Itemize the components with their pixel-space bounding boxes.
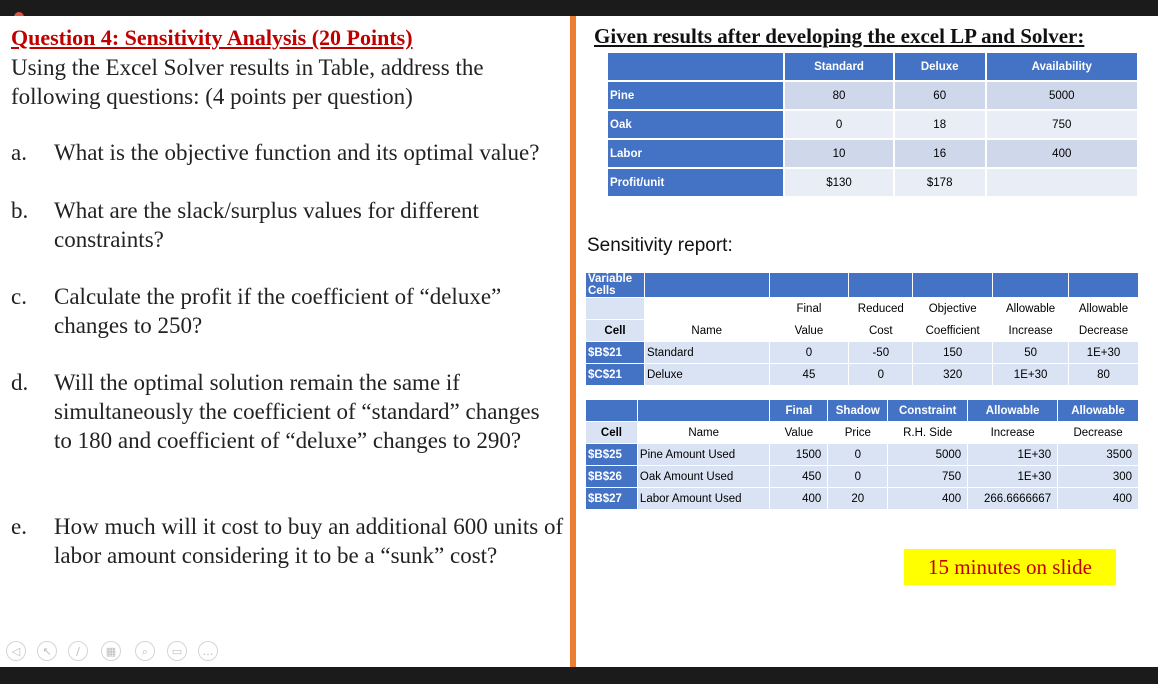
header-cell <box>849 273 913 298</box>
table-row <box>586 444 1139 466</box>
question-letter: c. <box>11 284 27 309</box>
question-letter: b. <box>11 198 29 223</box>
table-header-row <box>607 52 1138 81</box>
table-cell: Labor Amount Used <box>637 488 770 510</box>
header-cell <box>769 273 849 298</box>
row-label: Pine <box>607 81 784 110</box>
header-cell: Decrease <box>1058 422 1139 444</box>
header-cell: Constraint <box>888 400 968 422</box>
sensitivity-report-label: Sensitivity report: <box>587 235 733 256</box>
header-cell: Price <box>828 422 888 444</box>
table-cell: 80 <box>784 81 894 110</box>
table-cell: 150 <box>913 342 993 364</box>
table-cell: 1500 <box>770 444 828 466</box>
header-cell: Final <box>769 298 849 320</box>
question-text: What are the slack/surplus values for different constraints? <box>54 198 479 252</box>
table-cell: $178 <box>894 168 986 197</box>
question-letter: a. <box>11 140 27 165</box>
header-cell: Allowable <box>968 400 1058 422</box>
table-cell: 1E+30 <box>968 444 1058 466</box>
header-cell: Reduced <box>849 298 913 320</box>
header-cell: Objective <box>913 298 993 320</box>
header-cell: Allowable <box>1069 298 1139 320</box>
table-cell: 0 <box>828 466 888 488</box>
table-cell: Pine Amount Used <box>637 444 770 466</box>
table-header-row <box>586 400 1139 422</box>
table-row <box>586 488 1139 510</box>
table-cell: 20 <box>828 488 888 510</box>
table-cell: 450 <box>770 466 828 488</box>
header-cell: Shadow <box>828 400 888 422</box>
question-text: Will the optimal solution remain the same if simultaneously the coefficient of “standard” changes to 180 and coefficient of “deluxe” changes to 290? <box>54 370 540 453</box>
header-cell: Coefficient <box>913 320 993 342</box>
row-label: Profit/unit <box>607 168 784 197</box>
given-results-table <box>606 51 1139 198</box>
table-cell: 5000 <box>986 81 1138 110</box>
table-row <box>607 110 1138 139</box>
table-cell: 750 <box>888 466 968 488</box>
table-header-row <box>586 320 1139 342</box>
zoom-icon[interactable]: ⌕ <box>135 641 155 661</box>
table-cell: 1E+30 <box>968 466 1058 488</box>
table-row <box>586 466 1139 488</box>
header-cell <box>644 298 769 320</box>
table-cell: Standard <box>644 342 769 364</box>
header-cell: Decrease <box>1069 320 1139 342</box>
table-row <box>586 364 1139 386</box>
table-row <box>607 81 1138 110</box>
cell-ref: $C$21 <box>586 364 645 386</box>
header-cell <box>607 52 784 81</box>
cell-ref: $B$26 <box>586 466 638 488</box>
header-cell: R.H. Side <box>888 422 968 444</box>
table-cell: 300 <box>1058 466 1139 488</box>
variable-cells-title: Variable Cells <box>586 273 645 298</box>
header-cell <box>993 273 1069 298</box>
table-cell: 0 <box>828 444 888 466</box>
table-cell: 0 <box>849 364 913 386</box>
header-cell: Allowable <box>993 298 1069 320</box>
table-cell: 320 <box>913 364 993 386</box>
table-cell: Deluxe <box>644 364 769 386</box>
header-cell: Name <box>637 422 770 444</box>
table-cell: 80 <box>1069 364 1139 386</box>
row-label: Oak <box>607 110 784 139</box>
header-cell: Cost <box>849 320 913 342</box>
question-title: Question 4: Sensitivity Analysis (20 Points) <box>11 25 413 50</box>
header-cell: Increase <box>968 422 1058 444</box>
table-cell: $130 <box>784 168 894 197</box>
row-label: Labor <box>607 139 784 168</box>
header-cell: Cell <box>586 320 645 342</box>
given-results-title: Given results after developing the excel LP and Solver: <box>594 24 1085 48</box>
question-letter: d. <box>11 370 29 395</box>
header-cell <box>586 400 638 422</box>
table-cell: Oak Amount Used <box>637 466 770 488</box>
table-cell: 0 <box>784 110 894 139</box>
header-cell <box>637 400 770 422</box>
table-cell: 5000 <box>888 444 968 466</box>
table-cell: 750 <box>986 110 1138 139</box>
pointer-icon[interactable]: ↖ <box>37 641 57 661</box>
subtitles-icon[interactable]: ▭ <box>167 641 187 661</box>
table-cell: 45 <box>769 364 849 386</box>
table-cell: 1E+30 <box>1069 342 1139 364</box>
table-cell: 50 <box>993 342 1069 364</box>
table-cell: 10 <box>784 139 894 168</box>
header-cell: Standard <box>784 52 894 81</box>
header-cell: Increase <box>993 320 1069 342</box>
cell-ref: $B$27 <box>586 488 638 510</box>
table-cell: 400 <box>1058 488 1139 510</box>
table-row <box>607 139 1138 168</box>
slide <box>0 16 1158 667</box>
more-icon[interactable]: … <box>198 641 218 661</box>
table-cell: 18 <box>894 110 986 139</box>
header-cell <box>1069 273 1139 298</box>
table-cell: 1E+30 <box>993 364 1069 386</box>
question-text: Calculate the profit if the coefficient of “deluxe” changes to 250? <box>54 284 502 338</box>
table-cell: 400 <box>888 488 968 510</box>
header-cell: Value <box>769 320 849 342</box>
header-cell: Final <box>770 400 828 422</box>
cell-ref: $B$25 <box>586 444 638 466</box>
time-note: 15 minutes on slide <box>904 549 1116 585</box>
header-cell: Value <box>770 422 828 444</box>
table-header-row <box>586 298 1139 320</box>
top-bar <box>0 0 1158 16</box>
variable-cells-table <box>585 272 1139 386</box>
header-cell <box>586 298 645 320</box>
table-row <box>607 168 1138 197</box>
header-cell: Availability <box>986 52 1138 81</box>
table-cell: -50 <box>849 342 913 364</box>
table-cell: 16 <box>894 139 986 168</box>
constraints-table <box>585 399 1139 510</box>
question-intro: Using the Excel Solver results in Table, address the following questions: (4 points per question) <box>11 55 484 109</box>
table-cell: 400 <box>986 139 1138 168</box>
question-text: What is the objective function and its optimal value? <box>54 140 540 165</box>
header-cell: Allowable <box>1058 400 1139 422</box>
cell-ref: $B$21 <box>586 342 645 364</box>
question-text: How much will it cost to buy an additional 600 units of labor amount considering it to be a “sunk” cost? <box>54 514 564 568</box>
question-letter: e. <box>11 514 27 539</box>
table-cell: 0 <box>769 342 849 364</box>
table-cell: 266.6666667 <box>968 488 1058 510</box>
header-cell: Name <box>644 320 769 342</box>
prev-arrow-icon[interactable]: ◁ <box>6 641 26 661</box>
column-divider <box>570 16 576 667</box>
header-cell: Deluxe <box>894 52 986 81</box>
table-title-row <box>586 273 1139 298</box>
table-cell: 3500 <box>1058 444 1139 466</box>
pen-icon[interactable]: ∕ <box>68 641 88 661</box>
header-cell <box>644 273 769 298</box>
table-cell: 60 <box>894 81 986 110</box>
table-cell: 400 <box>770 488 828 510</box>
bottom-bar <box>0 667 1158 684</box>
slides-icon[interactable]: ▦ <box>101 641 121 661</box>
table-row <box>586 342 1139 364</box>
header-cell <box>913 273 993 298</box>
table-header-row <box>586 422 1139 444</box>
header-cell: Cell <box>586 422 638 444</box>
table-cell <box>986 168 1138 197</box>
